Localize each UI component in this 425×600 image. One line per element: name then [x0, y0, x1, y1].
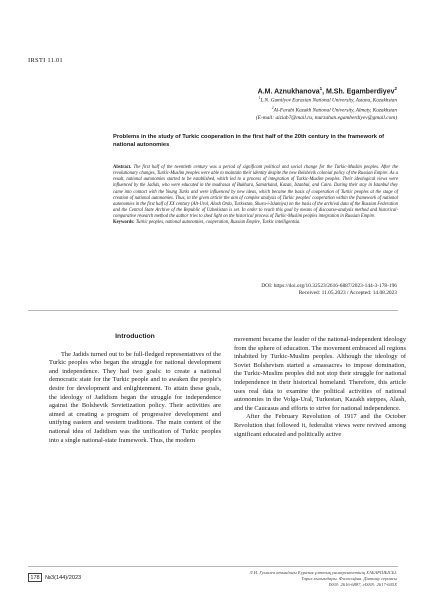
author-sup-2: 2 [394, 86, 397, 91]
doi-link[interactable]: DOI: https://doi.org/10.32523/2616-6887/2023-144-3-178-196 [261, 283, 397, 289]
doi-block [147, 283, 397, 298]
author-names [97, 86, 397, 95]
keywords [113, 220, 398, 226]
author-sup-1: 1 [319, 86, 323, 91]
issue-number: №3(144)/2023 [45, 574, 82, 581]
intro-paragraph-1: The Jadids turned out to be full-fledged representatives of the Turkic peoples who began the struggle for national development and independence. They had two goals: to create a national democratic state for the Turkic people and to awaken the people's desire for development and enlightenment. To attain these goals, the ideology of Jadidism began the struggle for independence against the Bolshevik Sovietization policy. Their activities are aimed at creating a program of progressive development and unifying eastern and western traditions. The main content of the national idea of Jadidism was the unification of Turkic peoples into a single national-state framework. Thus, the modern [49, 350, 221, 444]
footer-left [28, 573, 81, 582]
body-column-right [234, 336, 406, 439]
section-heading-introduction: Introduction [115, 333, 155, 340]
footer-journal-name: Л.Н. Гумилев атындағы Еуразия ұлттық университетінің ХАБАРШЫСЫ. [249, 570, 397, 575]
divider-top [28, 310, 398, 311]
intro-paragraph-1-cont: movement became the leader of the national-independent ideology from the sphere of education. The movement embraced all regions inhabited by Turkic-Muslim peoples. Although the ideology of Soviet Bolshevism started a «massacre» to impose domination, the Turkic-Muslim peoples did not stop their struggle for national independence in their historical homeland. Therefore, this article uses real data to examine the political activities of national autonomies in the Volga-Ural, Turkestan, Kazakh steppes, Alash, and the Caucasus and efforts to strive for national independence. [234, 336, 406, 412]
divider-bottom [28, 566, 398, 567]
intro-paragraph-2: After the February Revolution of 1917 and the October Revolution that followed it, federalist views were revived among significant educated and politically active [234, 413, 406, 438]
author-name-1: A.M. Aznukhanova [257, 88, 320, 96]
affiliation-1-text: L.N. Gumilyov Eurasian National University, Astana, Kazakhstan [260, 98, 397, 105]
affiliation-2-sup: 2 [271, 106, 274, 111]
abstract [113, 165, 398, 227]
received-accepted-dates: Received: 11.05.2023 / Accepted: 14.08.2023 [298, 290, 397, 297]
abstract-label: Abstract. [113, 165, 132, 170]
authors-block [97, 86, 397, 123]
author-email: (E-mail: aiziab7@mail.ru, murzahan.egamberdiyev@gmail.com) [255, 115, 397, 122]
keywords-label: Keywords: [113, 220, 135, 226]
author-name-2: , M.Sh. Egamberdiyev [322, 88, 395, 96]
keywords-text: Turkic peoples, national autonomies, cooperation, Russian Empire, Turkic intelligentsia. [134, 220, 301, 226]
page-number: 178 [28, 573, 42, 582]
affiliation-2 [97, 105, 397, 115]
affiliation-2-text: Al-Farabi Kazakh National University, Almaty, Kazakhstan [273, 107, 397, 114]
affiliation-1 [97, 95, 397, 105]
footer-journal-info [250, 570, 398, 588]
irsti-code: IRSTI 11.01 [28, 57, 63, 64]
abstract-text: The first half of the twentieth century was a period of significant political and social change for the Turkic-Muslim peoples. After the revolutionary changes, Turkic-Muslim peoples were able to maintain their identity despite the new Bolshevik colonial policy of the Russian Empire. As a result, national autonomies started to be established, which led to a process of integration of Turkic-Muslim peoples. Their ideological views were influenced by the Jadids, who were educated in the madrasas of Bukhara, Samarkand, Kazan, Istanbul, and Cairo. During their stay in Istanbul they came into contact with the Young Turks and were influenced by new ideas, which became the basis of cooperation of Turkic peoples at the stage of creation of national autonomies. Thus, in the given article the aim of complex analysis of Turkic peoples' cooperation within the framework of national autonomies in the first half of XX century (Alt-Urol, Alash Orda, Turkestan, Shura-i-Islamiya) on the basis of the archival data of the Russian Federation and the Central State Archive of the Republic of Uzbekistan is set. In order to reach this goal by means of discourse-analysis method and historical-comparative research method the author tries to shed light on the historical process of Turkic-Muslim peoples integration in Russian Empire. [113, 165, 398, 220]
article-title: Problems in the study of Turkic cooperation in the first half of the 20th century in the framework of national autonomies [113, 134, 385, 148]
affiliation-1-sup: 1 [258, 96, 261, 101]
footer-series: Тарих ғылымдары. Философия. Дінтану сериясы [301, 576, 397, 582]
body-column-left [49, 333, 221, 445]
footer-issn: ISSN: 2616-6887, eISSN: 2617-605X [328, 582, 397, 588]
